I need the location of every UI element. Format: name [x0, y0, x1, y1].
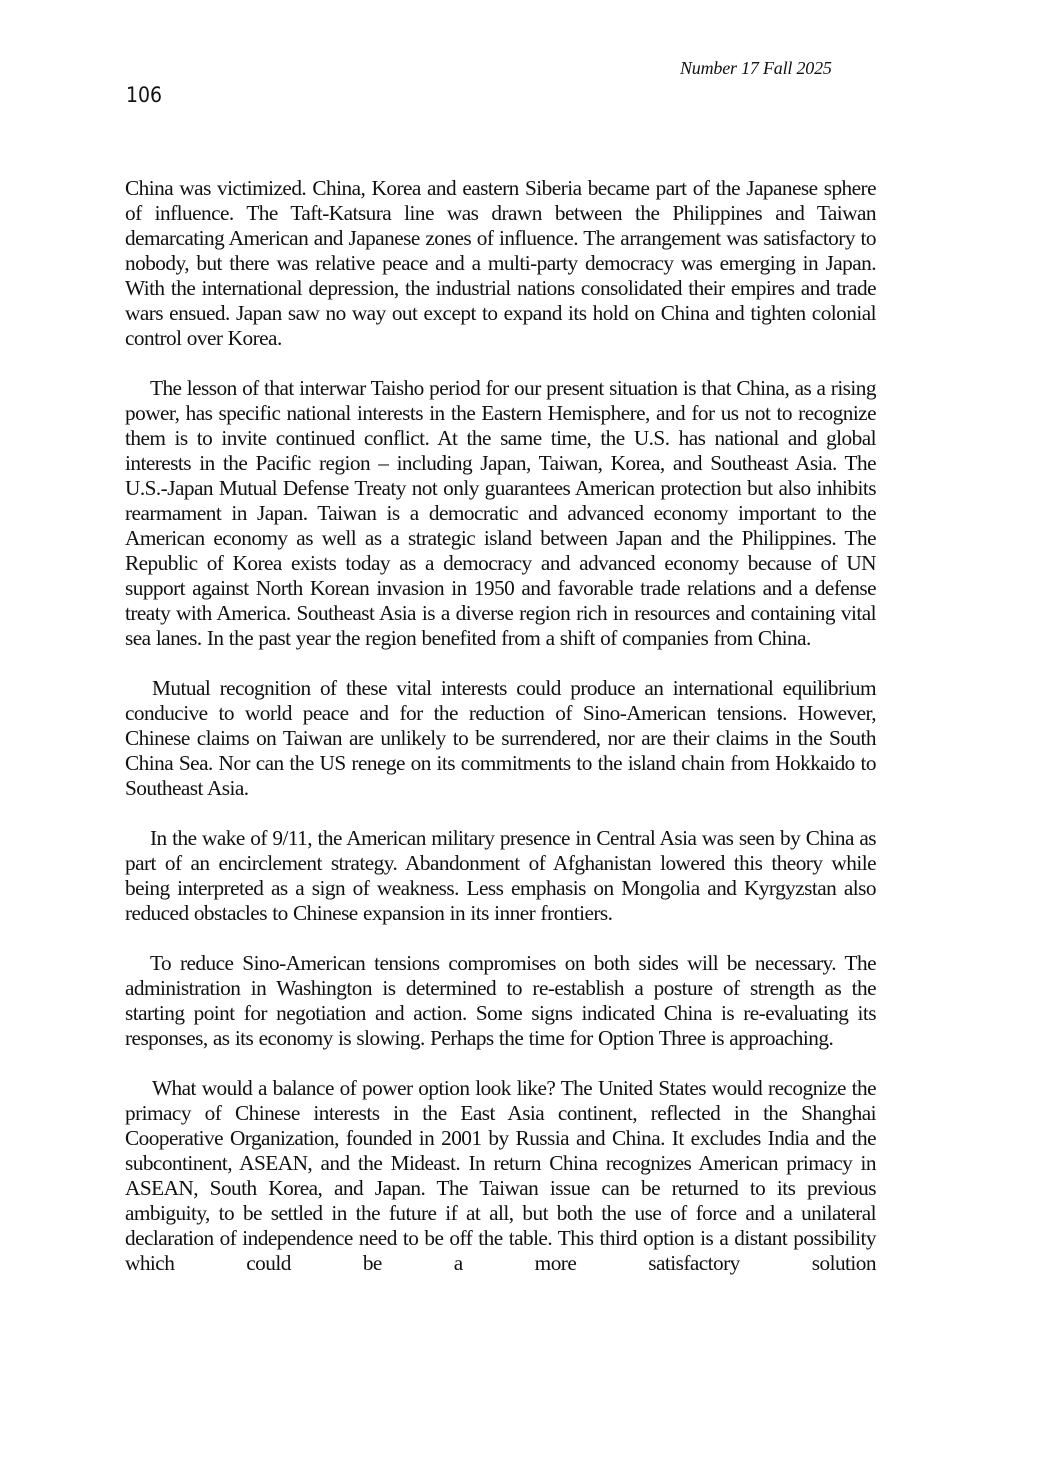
paragraph-mutual-recognition: Mutual recognition of these vital interests could produce an international equilibrium conducive to world peace and for the reduction of Sino-American tensions. However, Chinese claims on Taiwan are unlikely to be surrendered, nor are their claims in the South China Sea. Nor can the US renege on its commitments to the island chain from Hokkaido to Southeast Asia.: [125, 676, 876, 800]
page-number: 106: [126, 83, 163, 107]
article-body: [125, 176, 876, 1301]
paragraph-wake-of-911: In the wake of 9/11, the American military presence in Central Asia was seen by China as part of an encirclement strategy. Abandonment of Afghanistan lowered this theory while being interpreted as a sign of weakness. Less emphasis on Mongolia and Kyrgyzstan also reduced obstacles to Chinese expansion in its inner frontiers.: [125, 826, 876, 925]
paragraph-taisho-context: China was victimized. China, Korea and eastern Siberia became part of the Japanese sphere of influence. The Taft-Katsura line was drawn between the Philippines and Taiwan demarcating American and Japanese zones of influence. The arrangement was satisfactory to nobody, but there was relative peace and a multi-party democracy was emerging in Japan. With the international depression, the industrial nations consolidated their empires and trade wars ensued. Japan saw no way out except to expand its hold on China and tighten colonial control over Korea.: [125, 176, 876, 350]
paragraph-lesson-of-taisho: The lesson of that interwar Taisho period for our present situation is that China, as a rising power, has specific national interests in the Eastern Hemisphere, and for us not to recognize them is to invite continued conflict. At the same time, the U.S. has national and global interests in the Pacific region – including Japan, Taiwan, Korea, and Southeast Asia. The U.S.-Japan Mutual Defense Treaty not only guarantees American protection but also inhibits rearmament in Japan. Taiwan is a democratic and advanced economy important to the American economy as well as a strategic island between Japan and the Philippines. The Republic of Korea exists today as a democracy and advanced economy because of UN support against North Korean invasion in 1950 and favorable trade relations and a defense treaty with America. Southeast Asia is a diverse region rich in resources and containing vital sea lanes. In the past year the region benefited from a shift of companies from China.: [125, 376, 876, 650]
paragraph-balance-of-power: What would a balance of power option look like? The United States would recognize the primacy of Chinese interests in the East Asia continent, reflected in the Shanghai Cooperative Organization, founded in 2001 by Russia and China. It excludes India and the subcontinent, ASEAN, and the Mideast. In return China recognizes American primacy in ASEAN, South Korea, and Japan. The Taiwan issue can be returned to its previous ambiguity, to be settled in the future if at all, but both the use of force and a unilateral declaration of independence need to be off the table. This third option is a distant possibility which could be a more satisfactory solution: [125, 1076, 876, 1275]
running-head: Number 17 Fall 2025: [680, 58, 832, 78]
paragraph-reduce-tensions: To reduce Sino-American tensions compromises on both sides will be necessary. The administration in Washington is determined to re-establish a posture of strength as the starting point for negotiation and action. Some signs indicated China is re-evaluating its responses, as its economy is slowing. Perhaps the time for Option Three is approaching.: [125, 951, 876, 1050]
